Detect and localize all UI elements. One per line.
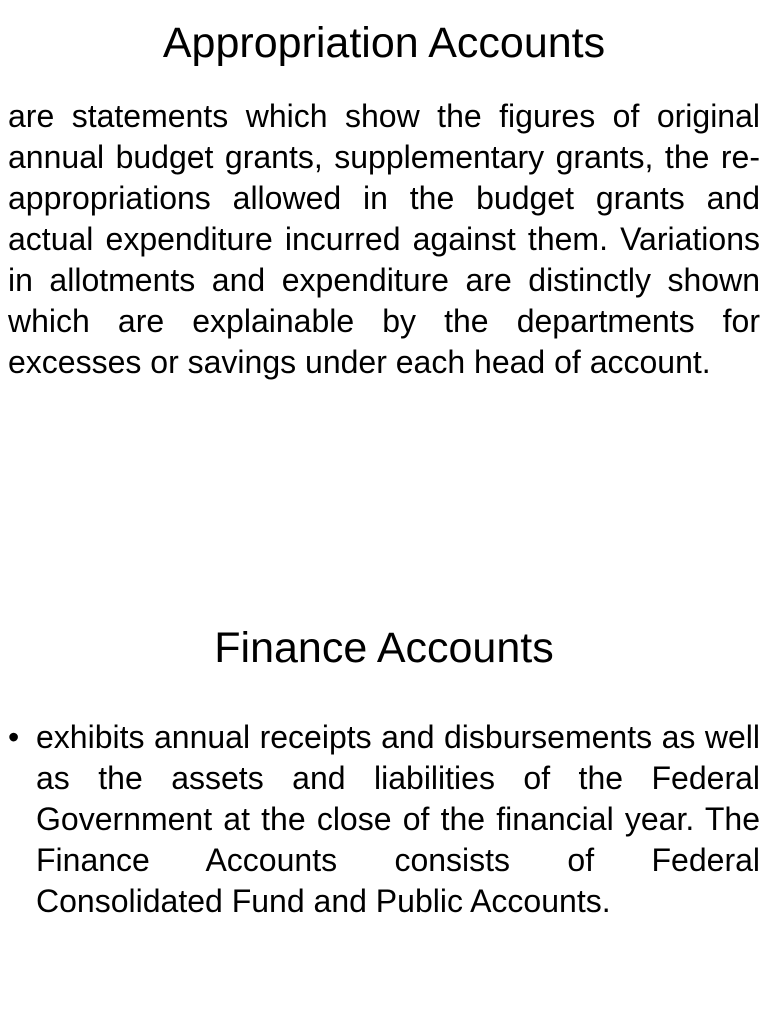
slide-finance-accounts bbox=[0, 512, 768, 1024]
list-item bbox=[8, 717, 760, 922]
slide-title: Appropriation Accounts bbox=[162, 19, 606, 67]
bullet-icon: • bbox=[8, 719, 20, 755]
slide-body-paragraph: are statements which show the figures of original annual budget grants, supplementary grants, the re-appropriations allowed in the budget grants and actual expenditure incurred against them. Variations in allotments and expenditure are distinctly shown which are explainable by the departments for excesses or savings under each head of account. bbox=[8, 98, 760, 380]
bullet-text: exhibits annual receipts and disbursements as well as the assets and liabilities of the Federal Government at the close of the financial year. The Finance Accounts consists of Federal Consolidated Fund and Public Accounts. bbox=[36, 719, 760, 919]
bullet-list bbox=[8, 717, 760, 922]
slide-title: Finance Accounts bbox=[214, 624, 554, 672]
